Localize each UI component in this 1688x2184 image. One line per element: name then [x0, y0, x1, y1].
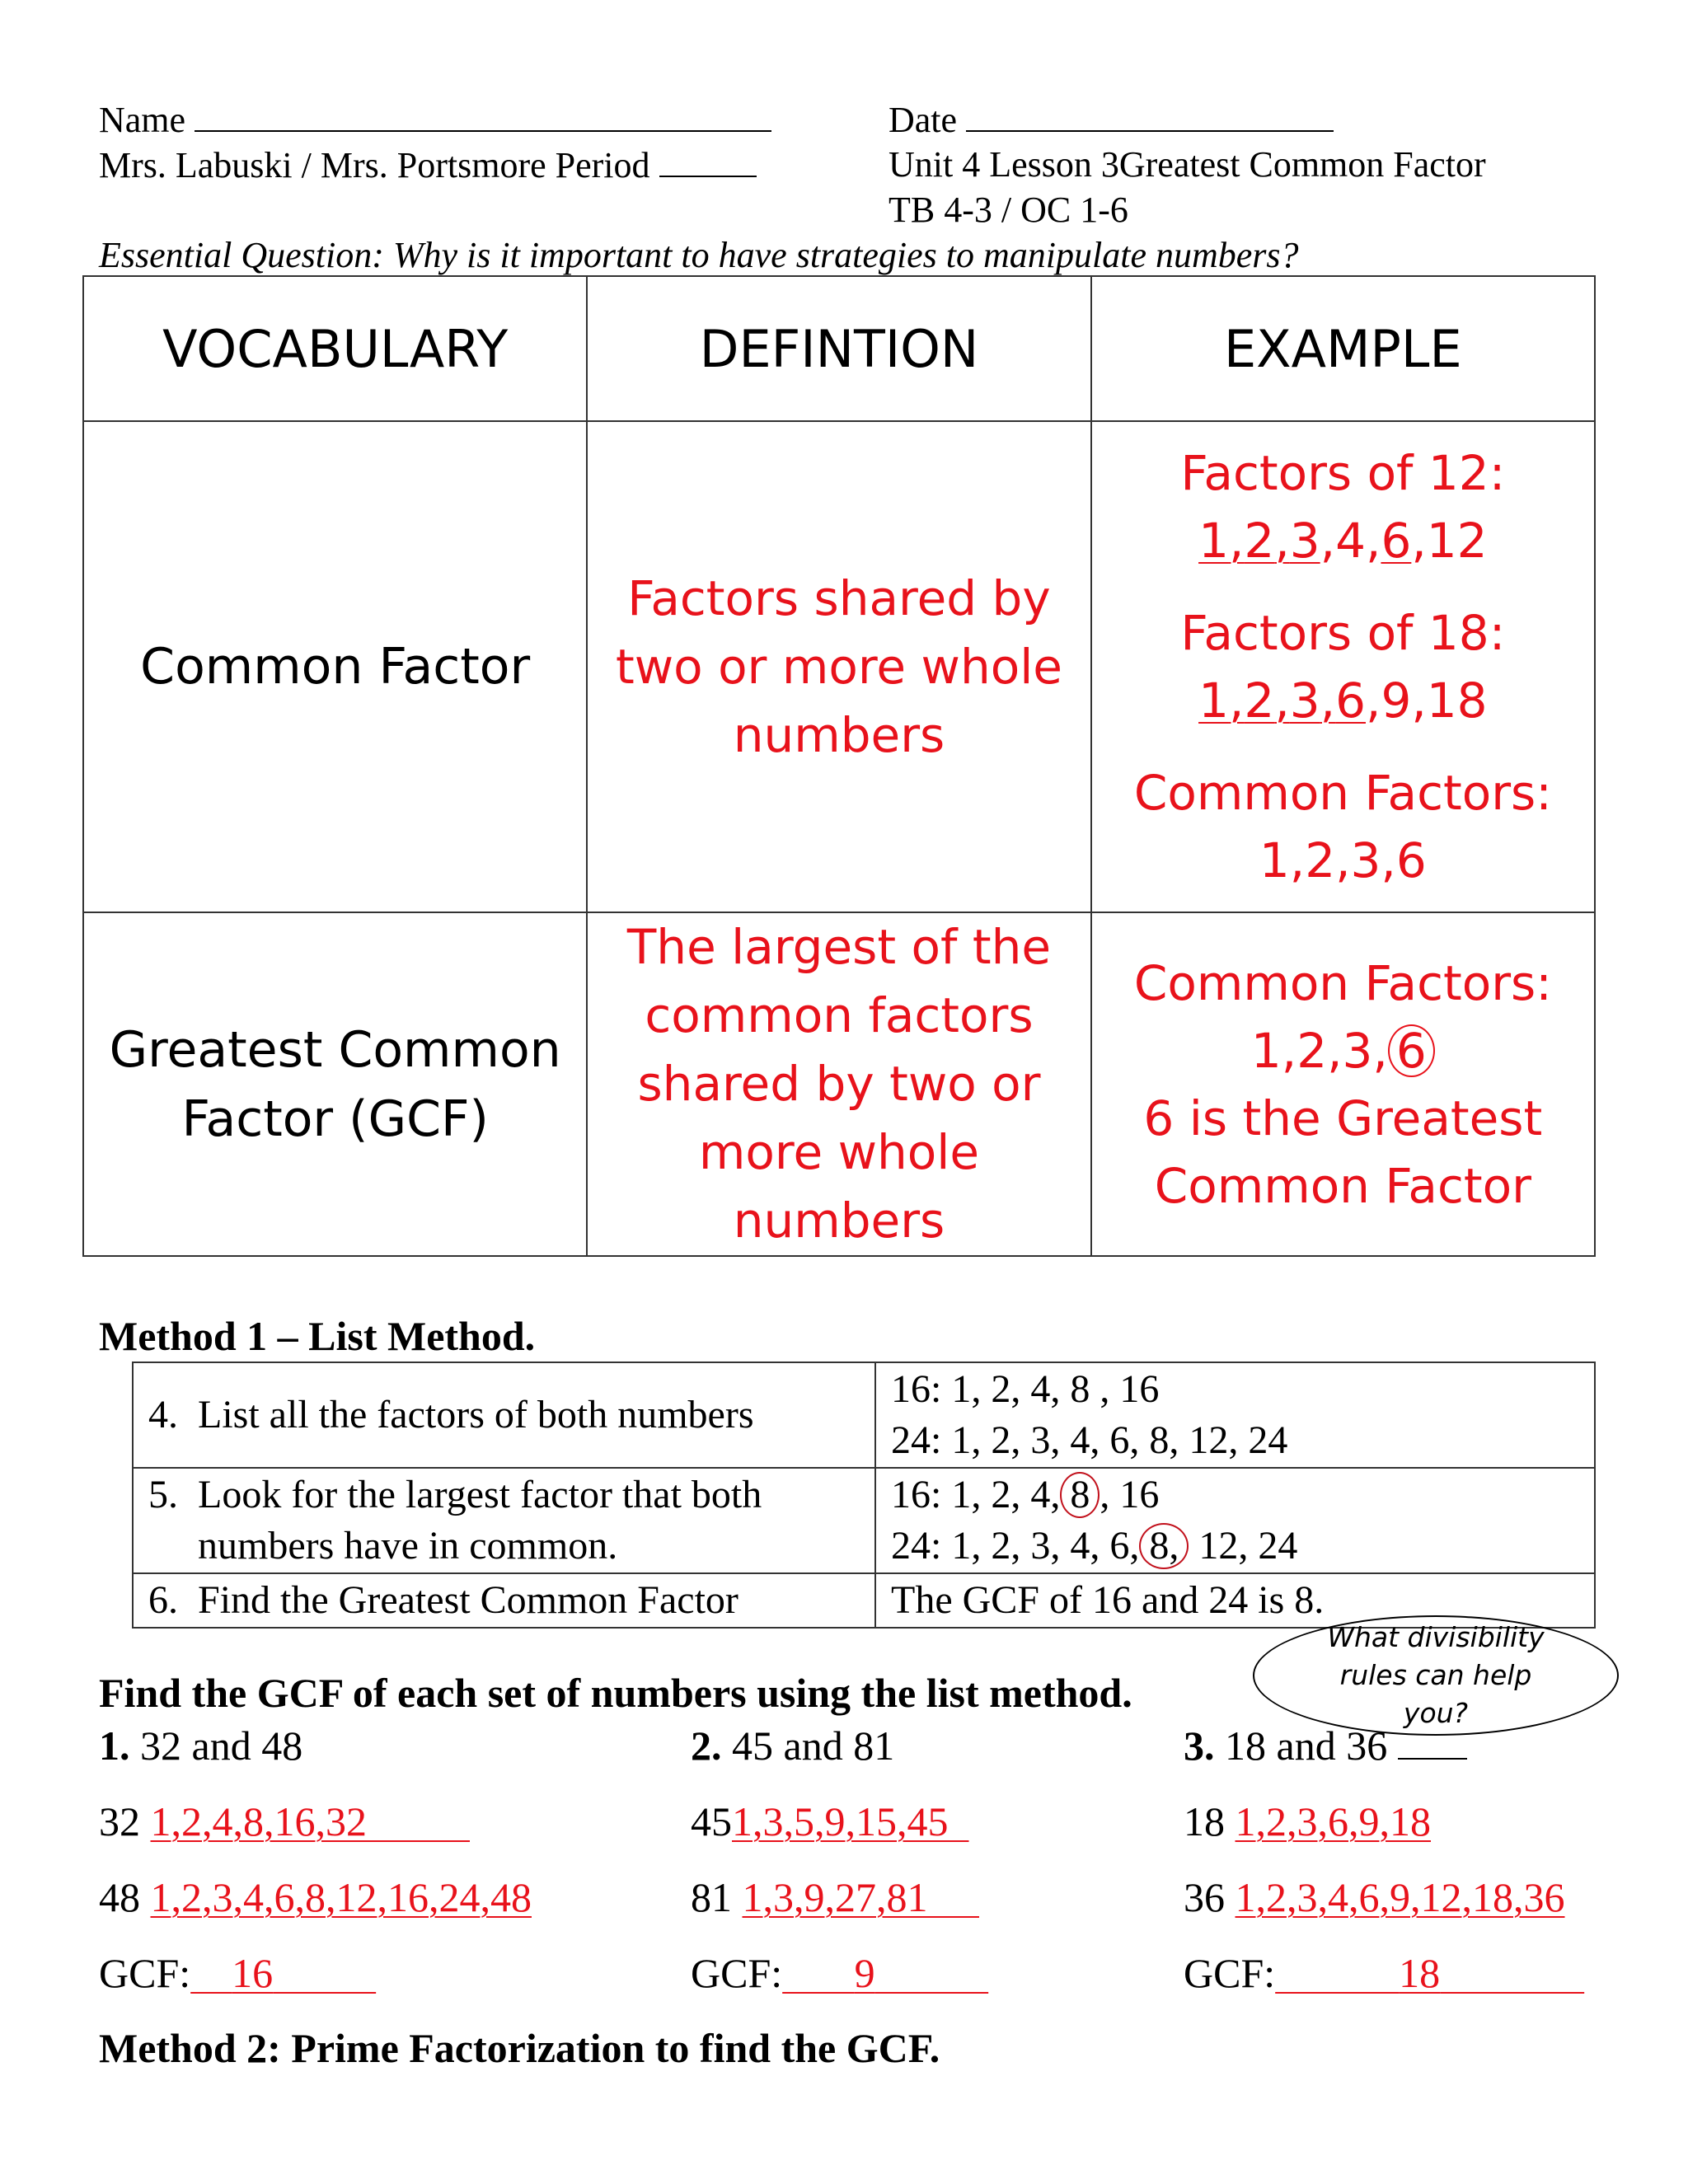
- circled-8-top: 8: [1060, 1472, 1100, 1518]
- practice-title: Find the GCF of each set of numbers using the list method.: [99, 1670, 1132, 1716]
- gcf-example-list: 1,2,3, 6: [1100, 1017, 1586, 1085]
- example-label-18: Factors of 18:: [1180, 605, 1506, 661]
- problem-1-b: 48 1,2,3,4,6,8,12,16,24,48: [99, 1874, 532, 1920]
- example-gcf: Common Factors: 1,2,3, 6 6 is the Greatest Common Factor: [1091, 912, 1595, 1256]
- method-row-6: 6. Find the Greatest Common Factor The GCF of 16 and 24 is 8.: [133, 1573, 1595, 1628]
- definition-gcf: The largest of the common factors shared by two or more whole numbers: [587, 912, 1090, 1256]
- problem-3-a: 18 1,2,3,6,9,18: [1184, 1798, 1431, 1844]
- problem-2-b-answer[interactable]: 1,3,9,27,81: [742, 1874, 928, 1920]
- header-definition: DEFINTION: [587, 276, 1090, 421]
- teachers-line: Mrs. Labuski / Mrs. Portsmore Period: [99, 143, 757, 188]
- problem-2-b: 81 1,3,9,27,81: [691, 1872, 979, 1922]
- list-method-table: [132, 1361, 1596, 1629]
- problem-3-b: 36 1,2,3,4,6,9,12,18,36: [1184, 1874, 1565, 1920]
- problem-1-a: 32 1,2,4,8,16,32: [99, 1797, 470, 1846]
- circled-gcf: 6: [1388, 1024, 1435, 1077]
- date-field[interactable]: [966, 97, 1334, 132]
- unit-lesson: Unit 4 Lesson 3Greatest Common Factor: [889, 144, 1486, 185]
- term-gcf: Greatest Common Factor (GCF): [83, 912, 587, 1256]
- problem-3-a-answer[interactable]: 1,2,3,6,9,18: [1235, 1798, 1431, 1844]
- problem-2-label: 2. 45 and 81: [691, 1722, 895, 1769]
- divisibility-hint-bubble: What divisibility rules can help you?: [1253, 1615, 1619, 1736]
- problem-1-gcf: GCF: 16: [99, 1948, 376, 1998]
- name-field[interactable]: [195, 97, 771, 132]
- problem-2-a: 451,3,5,9,15,45: [691, 1797, 969, 1846]
- problem-3-b-answer[interactable]: 1,2,3,4,6,9,12,18,36: [1235, 1874, 1565, 1920]
- method2-title: Method 2: Prime Factorization to find the GCF.: [99, 2025, 940, 2071]
- problem-1-label: 1. 32 and 48: [99, 1722, 303, 1769]
- problem-1-gcf-answer[interactable]: 16: [232, 1950, 274, 1996]
- problem-1-a-answer[interactable]: 1,2,4,8,16,32: [150, 1798, 367, 1844]
- problem-3-gcf: GCF: 18: [1184, 1948, 1584, 1998]
- vocab-row-common-factor: [83, 421, 1595, 912]
- example-common-factor: [1091, 421, 1595, 912]
- tb-reference: TB 4-3 / OC 1-6: [889, 190, 1128, 230]
- problem-2-a-answer[interactable]: 1,3,5,9,15,45: [732, 1798, 949, 1844]
- term-common-factor: Common Factor: [83, 421, 587, 912]
- problem-2-gcf: GCF: 9: [691, 1948, 988, 1998]
- problem-1-b-answer[interactable]: 1,2,3,4,6,8,12,16,24,48: [150, 1874, 532, 1920]
- header-example: EXAMPLE: [1091, 276, 1595, 421]
- method-row-5: 5. Look for the largest factor that both numbers have in common. 16: 1, 2, 4, 8 , 16 24: 1, 2, 3, 4, 6, 8, 12, 24: [133, 1468, 1595, 1573]
- problem-3-label: 3. 18 and 36: [1184, 1721, 1467, 1770]
- example-label-common: Common Factors:: [1133, 765, 1552, 821]
- vocab-row-gcf: [83, 912, 1595, 1256]
- name-line: Name: [99, 97, 771, 143]
- period-field[interactable]: [659, 143, 757, 177]
- factors-12-list: 1,2,3,4,6,12: [1198, 513, 1488, 569]
- method-row-4: 4. List all the factors of both numbers 16: 1, 2, 4, 8 , 16 24: 1, 2, 3, 4, 6, 8, 12, 24: [133, 1362, 1595, 1468]
- common-factors-list: 1,2,3,6: [1259, 832, 1427, 888]
- factors-18-list: 1,2,3,6,9,18: [1198, 673, 1488, 729]
- header-vocabulary: VOCABULARY: [83, 276, 587, 421]
- vocabulary-table: [82, 275, 1596, 1257]
- date-line: Date: [889, 97, 1334, 143]
- essential-question: Essential Question: Why is it important to have strategies to manipulate numbers?: [99, 235, 1299, 275]
- circled-8-bottom: 8,: [1139, 1523, 1189, 1569]
- definition-common-factor: Factors shared by two or more whole numbers: [587, 421, 1090, 912]
- problem-3-gcf-answer[interactable]: 18: [1399, 1950, 1441, 1996]
- example-label-12: Factors of 12:: [1180, 445, 1506, 501]
- problem-2-gcf-answer[interactable]: 9: [854, 1950, 875, 1996]
- method1-title: Method 1 – List Method.: [99, 1313, 536, 1359]
- vocab-header-row: [83, 276, 1595, 421]
